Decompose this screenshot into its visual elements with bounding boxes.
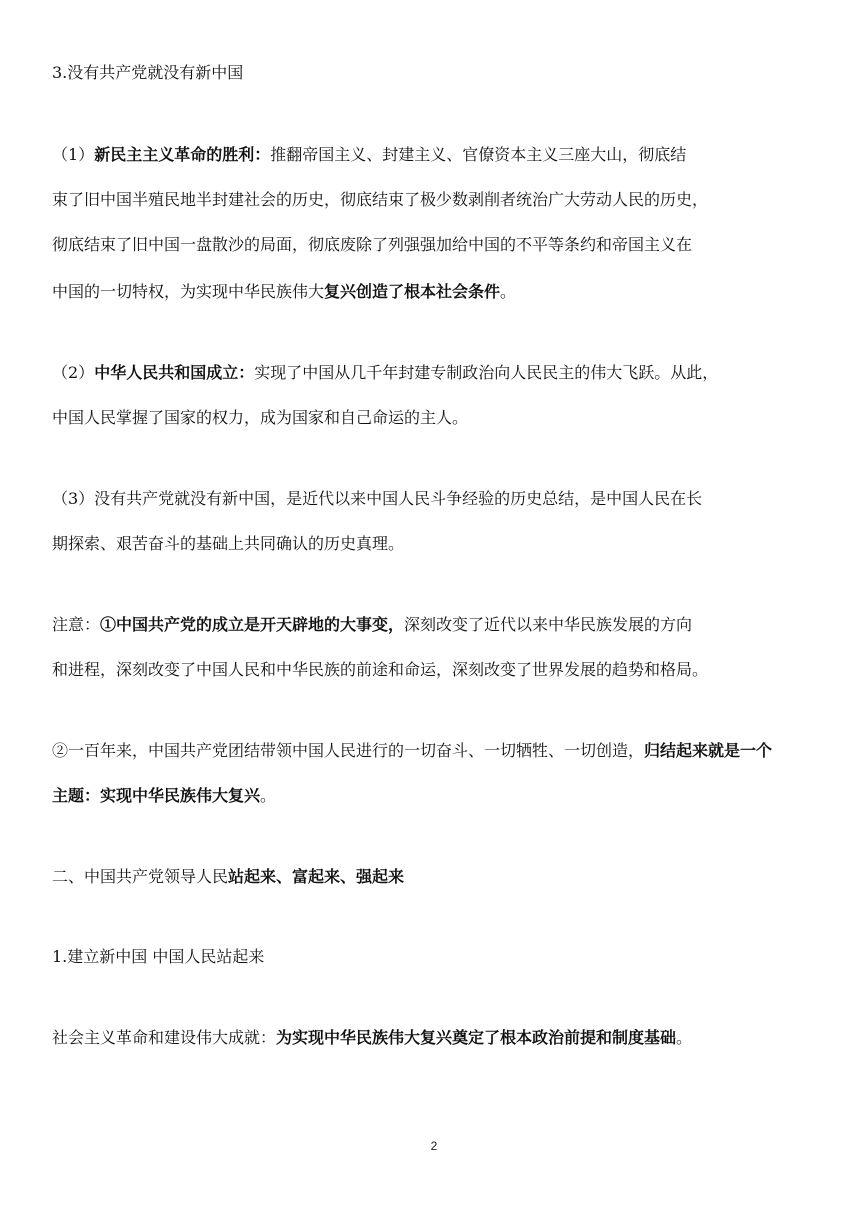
heading-3: 3.没有共产党就没有新中国 <box>52 63 244 82</box>
note-label: 注意： <box>52 615 101 634</box>
paragraph-1-line-4 <box>52 281 832 303</box>
paragraph-2-line-2: 中国人民掌握了国家的权力，成为国家和自己命运的主人。 <box>52 408 469 427</box>
paragraph-1-line-1 <box>52 144 832 166</box>
section-2-heading <box>52 866 832 888</box>
note-1-line-1 <box>52 614 832 636</box>
paragraph-1-line-3: 彻底结束了旧中国一盘散沙的局面，彻底废除了列强强加给中国的不平等条约和帝国主义在 <box>52 235 693 254</box>
paragraph-4-end: 。 <box>676 1028 693 1047</box>
note-2-line-1-text: ②一百年来，中国共产党团结带领中国人民进行的一切奋斗、一切牺牲、一切创造， <box>52 741 645 760</box>
note-2-line-2 <box>52 785 832 807</box>
paragraph-1-line-4-end: 。 <box>500 282 517 301</box>
page-number: 2 <box>430 1139 438 1153</box>
paragraph-4-text: 社会主义革命和建设伟大成就： <box>52 1028 277 1047</box>
paragraph-1-line-4-bold: 复兴创造了根本社会条件 <box>324 282 501 301</box>
note-2-line-2-end: 。 <box>260 786 277 805</box>
note-2-line-1-bold: 归结起来就是一个 <box>644 741 773 760</box>
paragraph-1-line-4-text: 中国的一切特权，为实现中华民族伟大 <box>52 282 325 301</box>
paragraph-4-bold: 为实现中华民族伟大复兴奠定了根本政治前提和制度基础 <box>276 1028 677 1047</box>
paragraph-2-title: 中华人民共和国成立： <box>94 363 255 382</box>
section-2-heading-bold: 站起来、富起来、强起来 <box>228 867 405 886</box>
paragraph-4 <box>52 1027 832 1049</box>
paragraph-1-line-2: 束了旧中国半殖民地半封建社会的历史，彻底结束了极少数剥削者统治广大劳动人民的历史， <box>52 190 709 209</box>
note-1-line-1-text: 深刻改变了近代以来中华民族发展的方向 <box>404 615 693 634</box>
paragraph-3-line-2: 期探索、艰苦奋斗的基础上共同确认的历史真理。 <box>52 534 405 553</box>
paragraph-1-prefix: （1） <box>52 145 95 164</box>
paragraph-2-line-1 <box>52 362 832 384</box>
note-1-line-2: 和进程，深刻改变了中国人民和中华民族的前途和命运，深刻改变了世界发展的趋势和格局。 <box>52 660 709 679</box>
paragraph-1-title: 新民主主义革命的胜利： <box>94 145 271 164</box>
note-2-line-1 <box>52 740 832 762</box>
paragraph-3-line-1: （3）没有共产党就没有新中国，是近代以来中国人民斗争经验的历史总结，是中国人民在长 <box>52 489 703 508</box>
note-2-line-2-bold: 主题：实现中华民族伟大复兴 <box>52 786 261 805</box>
paragraph-2-prefix: （2） <box>52 363 95 382</box>
heading-1: 1.建立新中国 中国人民站起来 <box>52 947 265 966</box>
note-1-bold: ①中国共产党的成立是开天辟地的大事变， <box>100 615 405 634</box>
paragraph-2-line-1-text: 实现了中国从几千年封建专制政治向人民民主的伟大飞跃。从此， <box>254 363 719 382</box>
section-2-heading-text: 二、中国共产党领导人民 <box>52 867 229 886</box>
paragraph-1-line-1-text: 推翻帝国主义、封建主义、官僚资本主义三座大山，彻底结 <box>270 145 687 164</box>
